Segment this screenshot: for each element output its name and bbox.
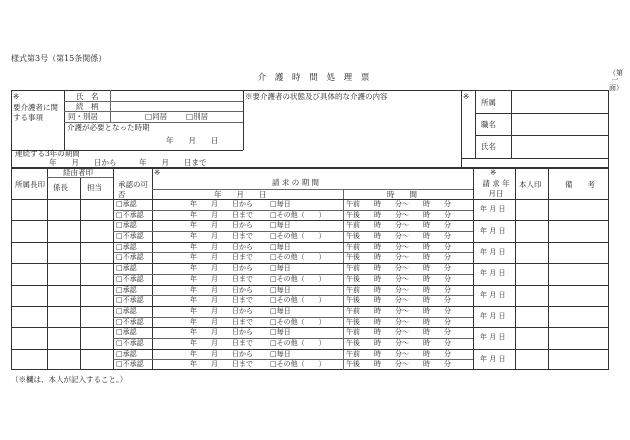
relation-label: 続 柄 xyxy=(76,102,99,111)
side-tab: （第一面） xyxy=(609,69,623,92)
mark-table: ※ xyxy=(154,168,161,177)
checkbox-approve[interactable]: □承認 xyxy=(116,328,137,337)
recipient-name-label: 氏 名 xyxy=(76,92,99,101)
period-until: 年 月 日まで xyxy=(190,274,253,283)
time-pm: 午後 時 分〜 時 分 xyxy=(346,274,451,283)
period-from: 年 月 日から xyxy=(190,242,253,251)
time-am: 午前 時 分〜 時 分 xyxy=(346,264,451,273)
checkbox-approve[interactable]: □承認 xyxy=(116,349,137,358)
period-range: 年 月 日から 年 月 日まで xyxy=(49,158,207,167)
header-request-period: 請 求 の 期 間 xyxy=(272,178,320,187)
mark-right: ※ xyxy=(463,92,470,101)
applicant-dept-label: 所属 xyxy=(481,98,496,107)
period-label: 連続する3年の期間 xyxy=(15,149,80,158)
period-until: 年 月 日まで xyxy=(190,232,253,241)
checkbox-other[interactable]: □その他（ ） xyxy=(270,274,326,283)
checkbox-other[interactable]: □その他（ ） xyxy=(270,338,326,347)
checkbox-reject[interactable]: □不承認 xyxy=(116,360,144,369)
footnote: （※欄は、本人が記入すること。） xyxy=(11,375,128,384)
mark-left: ※ xyxy=(13,92,20,101)
period-from: 年 月 日から xyxy=(190,306,253,315)
checkbox-reject[interactable]: □不承認 xyxy=(116,338,144,347)
period-from: 年 月 日から xyxy=(190,285,253,294)
care-recipient-section-label: 要介護者に関する事項 xyxy=(13,103,58,122)
time-am: 午前 時 分〜 時 分 xyxy=(346,349,451,358)
time-pm: 午後 時 分〜 時 分 xyxy=(346,338,451,347)
request-date: 年 月 日 xyxy=(480,269,506,278)
checkbox-approve[interactable]: □承認 xyxy=(116,264,137,273)
period-until: 年 月 日まで xyxy=(190,317,253,326)
period-until: 年 月 日まで xyxy=(190,210,253,219)
checkbox-other[interactable]: □その他（ ） xyxy=(270,296,326,305)
header-ymd: 年 月 日 xyxy=(214,190,267,199)
period-from: 年 月 日から xyxy=(190,328,253,337)
checkbox-every-day[interactable]: □毎日 xyxy=(270,242,291,251)
period-until: 年 月 日まで xyxy=(190,253,253,262)
request-date: 年 月 日 xyxy=(480,312,506,321)
time-pm: 午後 時 分〜 時 分 xyxy=(346,253,451,262)
period-from: 年 月 日から xyxy=(190,221,253,230)
checkbox-every-day[interactable]: □毎日 xyxy=(270,328,291,337)
checkbox-other[interactable]: □その他（ ） xyxy=(270,232,326,241)
mark-request-date: ※ xyxy=(490,168,497,177)
form-number: 様式第3号（第15条関係） xyxy=(11,54,107,63)
period-from: 年 月 日から xyxy=(190,200,253,208)
checkbox-approve[interactable]: □承認 xyxy=(116,221,137,230)
request-date: 年 月 日 xyxy=(480,333,506,342)
checkbox-other[interactable]: □その他（ ） xyxy=(270,253,326,262)
checkbox-reject[interactable]: □不承認 xyxy=(116,232,144,241)
header-via-seal: 経由者印 xyxy=(63,168,93,177)
period-until: 年 月 日まで xyxy=(190,360,253,369)
checkbox-reject[interactable]: □不承認 xyxy=(116,253,144,262)
time-am: 午前 時 分〜 時 分 xyxy=(346,306,451,315)
care-state-label: ※要介護者の状態及び具体的な介護の内容 xyxy=(245,92,388,101)
cohabitation-label: 同・別居 xyxy=(68,112,98,121)
time-am: 午前 時 分〜 時 分 xyxy=(346,221,451,230)
care-need-since-date: 年 月 日 xyxy=(166,136,219,145)
checkbox-cohabit-same[interactable]: □同居 xyxy=(145,112,168,121)
checkbox-other[interactable]: □その他（ ） xyxy=(270,360,326,369)
care-need-since-label: 介護が必要となった時期 xyxy=(67,123,150,132)
header-dept-head-seal: 所属長印 xyxy=(15,180,45,189)
period-from: 年 月 日から xyxy=(190,264,253,273)
checkbox-other[interactable]: □その他（ ） xyxy=(270,317,326,326)
request-date: 年 月 日 xyxy=(480,354,506,363)
header-remarks: 備 考 xyxy=(565,180,595,189)
period-until: 年 月 日まで xyxy=(190,296,253,305)
checkbox-cohabit-separate[interactable]: □別居 xyxy=(186,112,209,121)
time-am: 午前 時 分〜 時 分 xyxy=(346,200,451,208)
header-time: 時 間 xyxy=(387,190,417,199)
checkbox-reject[interactable]: □不承認 xyxy=(116,274,144,283)
checkbox-approve[interactable]: □承認 xyxy=(116,306,137,315)
document-title: 介 護 時 間 処 理 票 xyxy=(257,73,373,83)
time-pm: 午後 時 分〜 時 分 xyxy=(346,296,451,305)
applicant-name-label: 氏名 xyxy=(481,142,496,151)
time-pm: 午後 時 分〜 時 分 xyxy=(346,317,451,326)
checkbox-reject[interactable]: □不承認 xyxy=(116,210,144,219)
time-pm: 午後 時 分〜 時 分 xyxy=(346,360,451,369)
request-date: 年 月 日 xyxy=(480,290,506,299)
checkbox-every-day[interactable]: □毎日 xyxy=(270,306,291,315)
applicant-position-label: 職名 xyxy=(481,120,496,129)
header-in-charge: 担当 xyxy=(87,183,102,192)
time-pm: 午後 時 分〜 時 分 xyxy=(346,210,451,219)
checkbox-every-day[interactable]: □毎日 xyxy=(270,285,291,294)
header-approval: 承認の可否 xyxy=(118,180,148,199)
checkbox-reject[interactable]: □不承認 xyxy=(116,296,144,305)
period-from: 年 月 日から xyxy=(190,349,253,358)
time-am: 午前 時 分〜 時 分 xyxy=(346,328,451,337)
period-until: 年 月 日まで xyxy=(190,338,253,347)
checkbox-approve[interactable]: □承認 xyxy=(116,242,137,251)
checkbox-approve[interactable]: □承認 xyxy=(116,285,137,294)
header-personal-seal: 本人印 xyxy=(519,180,542,189)
checkbox-reject[interactable]: □不承認 xyxy=(116,317,144,326)
time-am: 午前 時 分〜 時 分 xyxy=(346,285,451,294)
time-am: 午前 時 分〜 時 分 xyxy=(346,242,451,251)
request-date: 年 月 日 xyxy=(480,226,506,235)
checkbox-approve[interactable]: □承認 xyxy=(116,200,137,208)
time-pm: 午後 時 分〜 時 分 xyxy=(346,232,451,241)
header-section-chief: 係長 xyxy=(53,183,68,192)
checkbox-every-day[interactable]: □毎日 xyxy=(270,264,291,273)
request-date: 年 月 日 xyxy=(480,247,506,256)
checkbox-every-day[interactable]: □毎日 xyxy=(270,349,291,358)
checkbox-every-day[interactable]: □毎日 xyxy=(270,221,291,230)
header-request-date: 請 求 年月日 xyxy=(482,179,510,198)
checkbox-every-day[interactable]: □毎日 xyxy=(270,200,291,208)
checkbox-other[interactable]: □その他（ ） xyxy=(270,210,326,219)
request-date: 年 月 日 xyxy=(480,205,506,214)
